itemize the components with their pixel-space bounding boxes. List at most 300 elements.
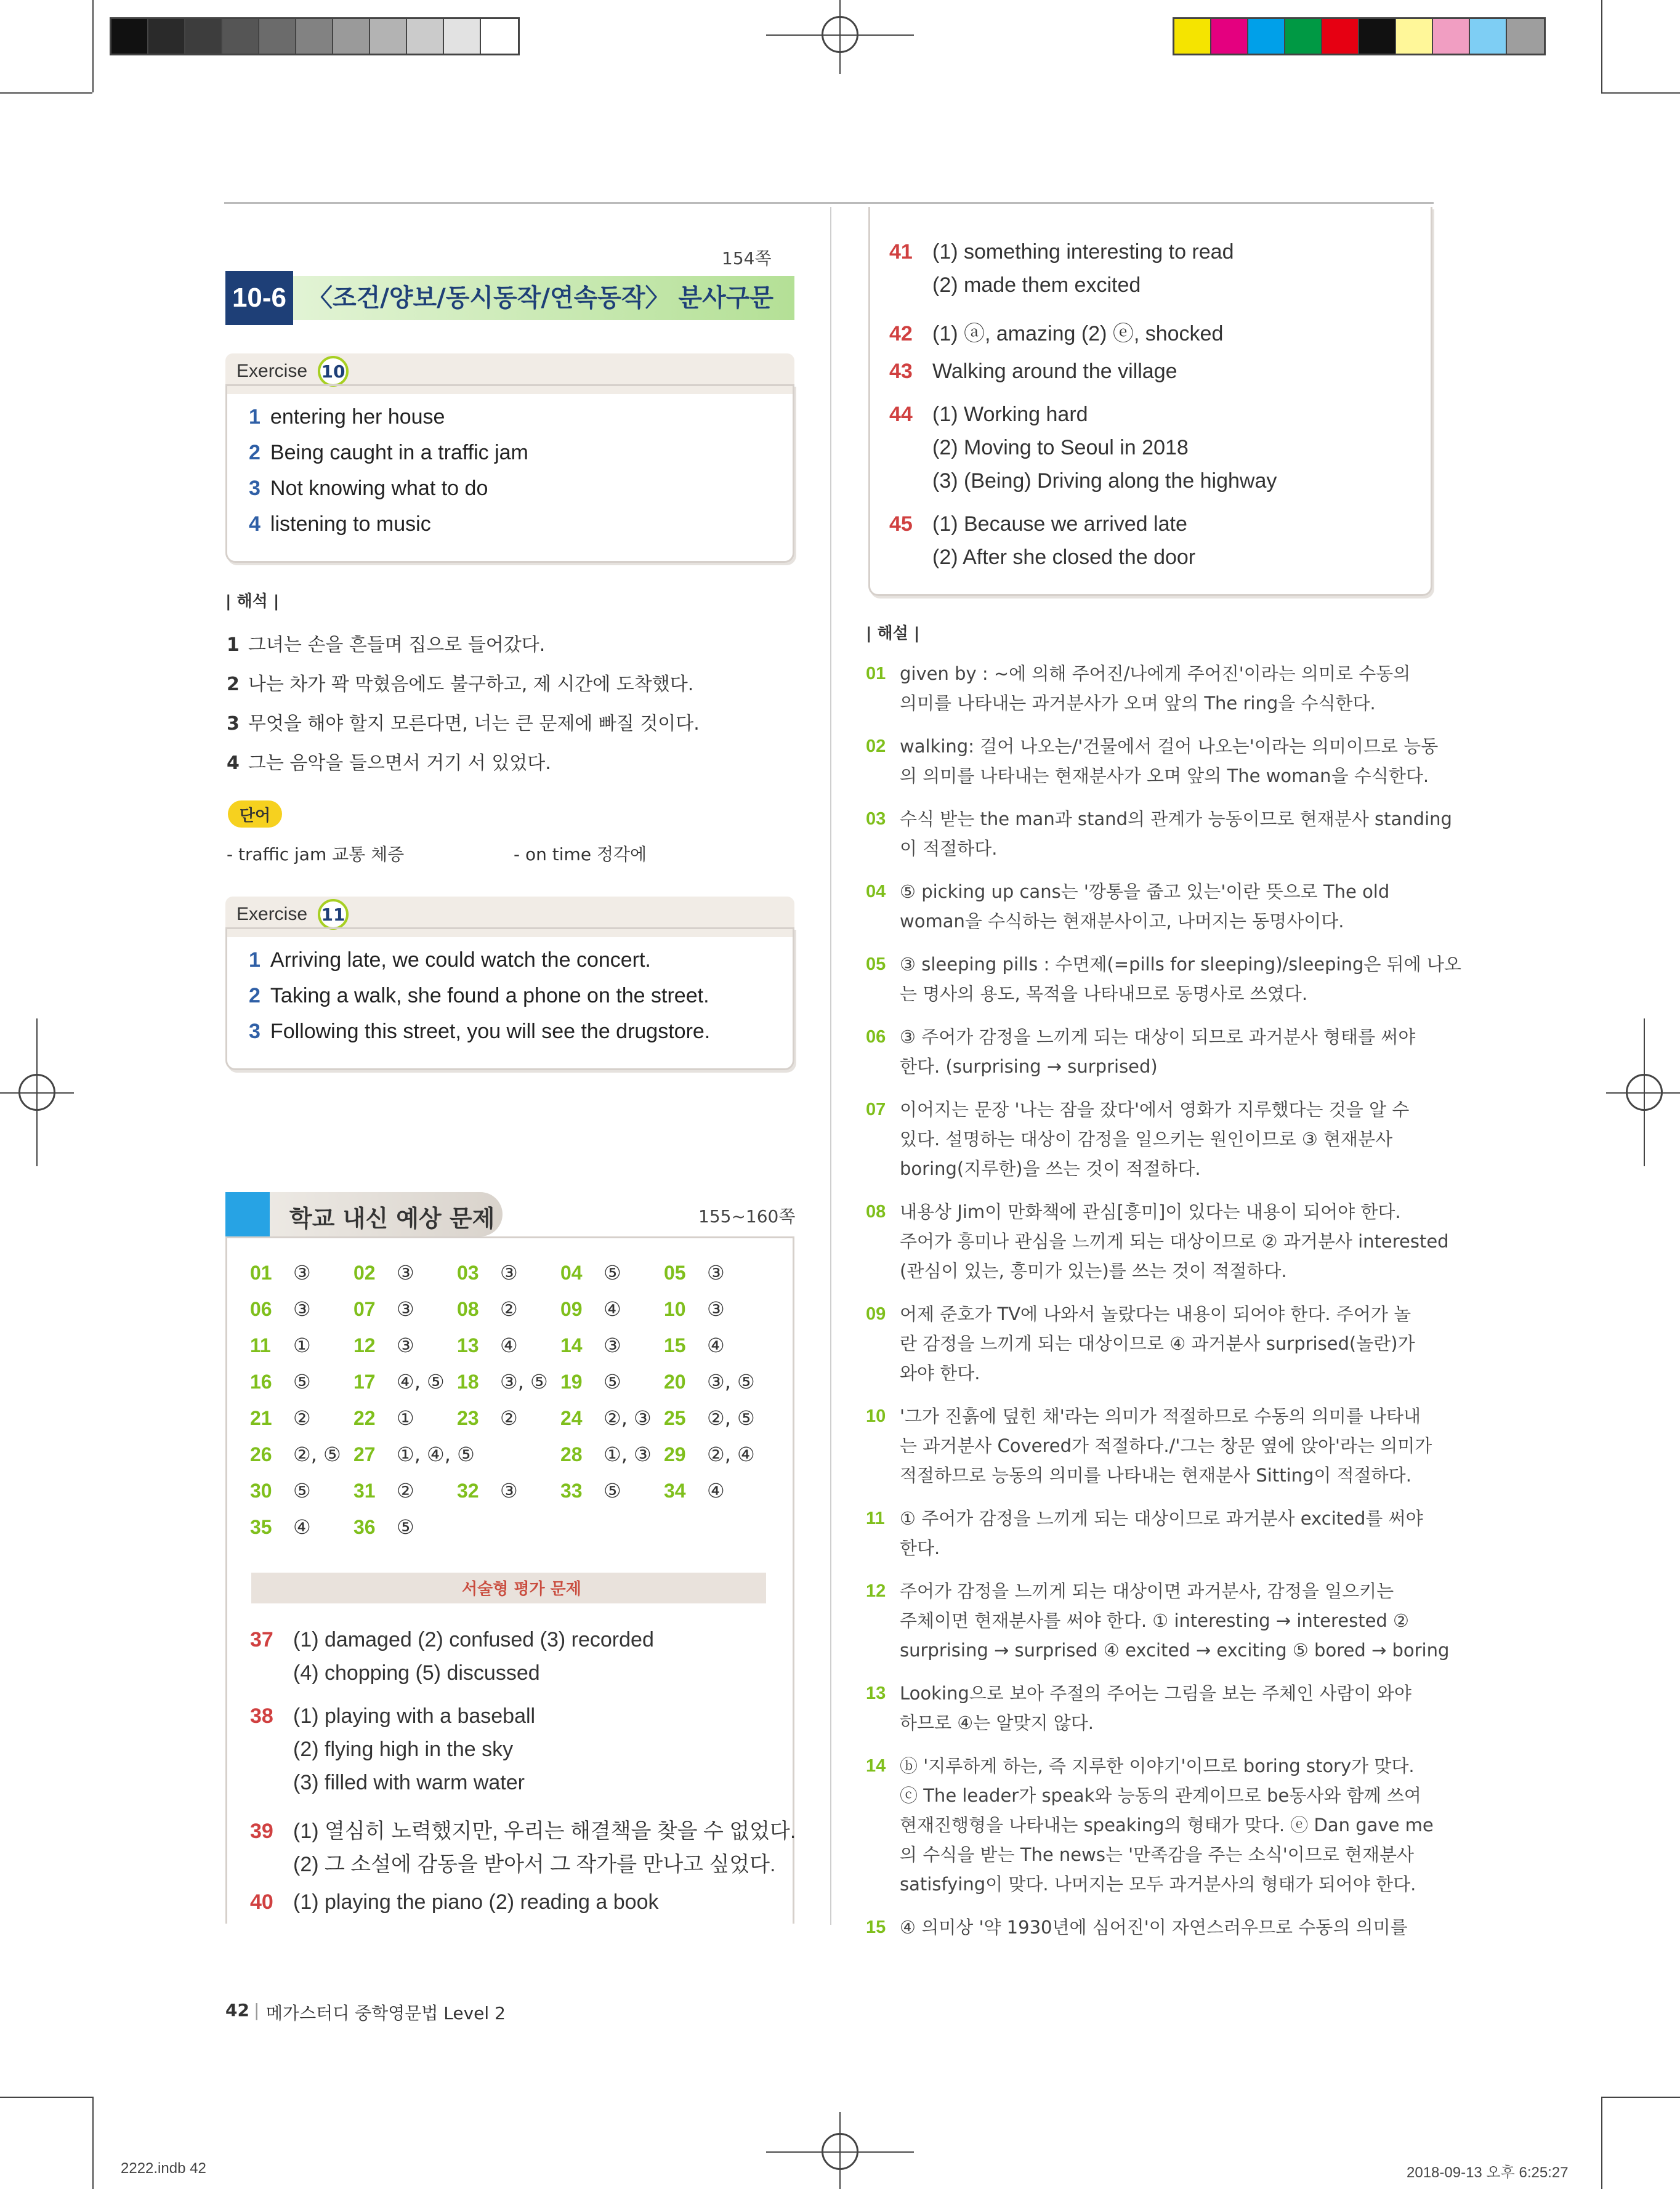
question-number: 16 [250, 1371, 272, 1393]
answer-value: ④ [604, 1297, 621, 1321]
color-swatch [1211, 19, 1248, 54]
color-swatch [1433, 19, 1470, 54]
answer-text: (2) flying high in the sky [293, 1738, 514, 1761]
answer-value: ④ [293, 1515, 311, 1539]
gray-swatch [370, 19, 407, 54]
answer-value: ④ [500, 1334, 518, 1357]
question-number: 38 [250, 1704, 273, 1728]
explanation-line: 한다. (surprising → surprised) [900, 1056, 1158, 1077]
question-number: 40 [250, 1890, 273, 1914]
answer-value: ②, ⑤ [707, 1406, 755, 1430]
explanation-item [866, 804, 1452, 863]
question-number: 30 [250, 1480, 272, 1502]
answer-text: (2) made them excited [932, 273, 1141, 297]
answer-text: Walking around the village [932, 360, 1177, 383]
answer-cell [560, 1479, 621, 1502]
footer-separator: | [254, 2000, 260, 2020]
question-number: 41 [889, 240, 913, 264]
answer-cell [250, 1479, 311, 1502]
question-number: 26 [250, 1443, 272, 1465]
answer-cell [353, 1297, 414, 1321]
explanation-item [866, 1095, 1432, 1183]
question-number: 39 [250, 1820, 273, 1843]
question-number: 08 [457, 1298, 479, 1320]
answer-cell [353, 1443, 475, 1466]
answer-value: ③ [707, 1261, 725, 1284]
explanation-item [866, 1751, 1432, 1899]
item-number: 2 [249, 984, 260, 1007]
answer-cell [353, 1515, 414, 1539]
item-text: Arriving late, we could watch the concert. [270, 948, 651, 972]
answer-value: ④, ⑤ [397, 1370, 445, 1393]
explanation-item [866, 877, 1432, 936]
item-text: Being caught in a traffic jam [270, 441, 528, 464]
question-number: 07 [866, 1100, 886, 1119]
explanation-line: surprising → surprised ④ excited → exciting ⑤ bored → boring [900, 1640, 1450, 1661]
explanation-line: ⓒ The leader가 speak와 능동의 관계이므로 be동사와 함께 쓰여 [900, 1785, 1421, 1806]
answer-cell [560, 1370, 621, 1393]
answer-text: (1) damaged (2) confused (3) recorded [293, 1628, 654, 1651]
question-number: 03 [457, 1262, 479, 1284]
question-number: 29 [664, 1443, 686, 1465]
answer-cell [457, 1297, 518, 1321]
item-text: 그는 음악을 들으면서 거기 서 있었다. [248, 752, 551, 774]
descriptive-answer-line [250, 1771, 525, 1795]
answer-text: (2) Moving to Seoul in 2018 [932, 436, 1189, 459]
explanation-line: 내용상 Jim이 만화책에 관심[흥미]이 있다는 내용이 되어야 한다. [900, 1201, 1401, 1222]
answer-cell [457, 1334, 518, 1357]
answer-cell [250, 1370, 311, 1393]
question-number: 31 [353, 1480, 376, 1502]
color-swatch [1507, 19, 1544, 54]
explanation-line: ① 주어가 감정을 느끼게 되는 대상이므로 과거분사 excited를 써야 [900, 1508, 1423, 1529]
answer-line [889, 273, 1141, 297]
explanation-item [866, 1401, 1432, 1490]
question-number: 45 [889, 512, 913, 536]
question-number: 33 [560, 1480, 583, 1502]
column-divider [830, 207, 831, 1925]
question-number: 10 [664, 1298, 686, 1320]
color-swatch [1285, 19, 1322, 54]
exercise-11-label: Exercise [236, 904, 308, 924]
section-page-ref: 154쪽 [722, 248, 772, 268]
explanation-item [866, 1022, 1432, 1081]
answer-value: ② [397, 1479, 414, 1502]
answer-cell [560, 1297, 621, 1321]
answer-cell [250, 1406, 311, 1430]
explanation-line: 와야 한다. [900, 1363, 980, 1384]
question-number: 04 [560, 1262, 583, 1284]
question-number: 42 [889, 322, 913, 345]
question-number: 44 [889, 403, 913, 426]
answer-value: ②, ③ [604, 1406, 652, 1430]
answer-cell [353, 1334, 414, 1357]
question-number: 06 [250, 1298, 272, 1320]
grayscale-color-bar [110, 17, 520, 55]
answers-41-45-box [868, 207, 1432, 596]
print-timestamp: 2018-09-13 오후 6:25:27 [1407, 2164, 1569, 2181]
answer-value: ②, ⑤ [293, 1443, 341, 1466]
explanation-line: '그가 진흙에 덮힌 채'라는 의미가 적절하므로 수동의 의미를 나타내 [900, 1406, 1421, 1427]
explanation-line: 있다. 설명하는 대상이 감정을 일으키는 원인이므로 ③ 현재분사 [900, 1129, 1393, 1150]
answer-cell [353, 1479, 414, 1502]
item-number: 3 [249, 477, 260, 500]
exercise-10-label: Exercise [236, 361, 308, 381]
item-text: Taking a walk, she found a phone on the street. [270, 984, 709, 1007]
item-text: 무엇을 해야 할지 모른다면, 너는 큰 문제에 빠질 것이다. [248, 713, 700, 735]
question-number: 43 [889, 360, 913, 383]
page-number: 42 [225, 2000, 249, 2020]
question-number: 21 [250, 1407, 272, 1429]
question-number: 11 [250, 1334, 271, 1357]
item-number: 1 [227, 634, 240, 656]
answer-cell [250, 1515, 311, 1539]
answer-cell [250, 1261, 311, 1284]
color-swatch [1470, 19, 1507, 54]
answer-cell [250, 1334, 311, 1357]
answer-text: (1) Working hard [932, 403, 1088, 426]
answer-value: ③ [397, 1334, 414, 1357]
exercise-11-item [249, 1020, 710, 1044]
answer-value: ⑤ [293, 1370, 311, 1393]
question-number: 27 [353, 1443, 376, 1465]
section-title: 〈조건/양보/동시동작/연속동작〉 분사구문 [308, 284, 773, 312]
answer-text: (3) (Being) Driving along the highway [932, 469, 1277, 493]
answer-cell [664, 1297, 725, 1321]
answer-cell [664, 1443, 755, 1466]
explanation-line: ④ 의미상 '약 1930년에 심어진'이 자연스러우므로 수동의 의미를 [900, 1917, 1408, 1938]
answer-value: ⑤ [604, 1370, 621, 1393]
color-swatch [1174, 19, 1211, 54]
gray-swatch [148, 19, 185, 54]
answer-line [889, 546, 1195, 570]
exercise-10-item [249, 405, 445, 429]
answer-line [889, 316, 1223, 347]
section-number: 10-6 [225, 271, 293, 325]
answer-text: (1) playing the piano (2) reading a book [293, 1890, 659, 1914]
question-number: 37 [250, 1628, 273, 1651]
question-number: 14 [560, 1334, 583, 1357]
registration-crosshair [1644, 1018, 1645, 1166]
translation-item [227, 708, 700, 735]
descriptive-answer-line [250, 1814, 796, 1844]
answer-text: (3) filled with warm water [293, 1771, 525, 1794]
question-number: 19 [560, 1371, 583, 1393]
gray-swatch [111, 19, 148, 54]
translation-item [227, 629, 545, 656]
answer-cell [457, 1406, 518, 1430]
exercise-11-item [249, 984, 709, 1008]
explanation-item [866, 1197, 1449, 1286]
question-number: 03 [866, 809, 886, 829]
descriptive-answer-line [250, 1661, 540, 1685]
item-number: 3 [249, 1020, 260, 1043]
exercise-11-item [249, 948, 651, 972]
translation-item [227, 669, 693, 696]
exercise-11-number: 11 [318, 899, 349, 930]
answer-value: ①, ④, ⑤ [397, 1443, 475, 1466]
question-number: 15 [866, 1917, 886, 1937]
item-text: 그녀는 손을 흔들며 집으로 들어갔다. [248, 634, 546, 656]
answer-cell [560, 1406, 652, 1430]
gray-swatch [296, 19, 333, 54]
question-number: 14 [866, 1756, 886, 1776]
answer-value: ① [397, 1406, 414, 1430]
question-number: 15 [664, 1334, 686, 1357]
answer-value: ④ [707, 1334, 725, 1357]
answer-value: ③, ⑤ [707, 1370, 755, 1393]
answer-text: (1) 열심히 노력했지만, 우리는 해결책을 찾을 수 없었다. [293, 1820, 796, 1843]
answer-cell [664, 1406, 755, 1430]
explanation-line: ⓑ '지루하게 하는, 즉 지루한 이야기'이므로 boring story가 맞다. [900, 1756, 1415, 1776]
answer-line [889, 360, 1177, 384]
exam-title: 학교 내신 예상 문제 [289, 1205, 495, 1232]
explanation-line: woman을 수식하는 현재분사이고, 나머지는 동명사이다. [900, 911, 1344, 932]
explanation-item [866, 1299, 1432, 1388]
answer-value: ① [293, 1334, 311, 1357]
question-number: 01 [250, 1262, 272, 1284]
exam-header-accent [225, 1192, 270, 1236]
explanation-item [866, 1913, 1432, 1942]
answer-cell [664, 1370, 755, 1393]
explanation-item [866, 1504, 1432, 1563]
explanation-line: 수식 받는 the man과 stand의 관계가 능동이므로 현재분사 standing [900, 808, 1452, 829]
process-color-bar [1173, 17, 1546, 55]
vocab-item: - traffic jam 교통 체증 [227, 844, 405, 865]
explanation-line: 는 과거분사 Covered가 적절하다./'그는 창문 옆에 앉아'라는 의미가 [900, 1435, 1432, 1456]
explanation-line: 란 감정을 느끼게 되는 대상이므로 ④ 과거분사 surprised(놀란)가 [900, 1333, 1415, 1354]
answer-text: (1) playing with a baseball [293, 1704, 536, 1728]
question-number: 36 [353, 1516, 376, 1538]
answer-cell [664, 1334, 725, 1357]
answer-value: ② [500, 1406, 518, 1430]
item-number: 4 [249, 512, 260, 536]
item-text: Following this street, you will see the drugstore. [270, 1020, 711, 1043]
translation-item [227, 748, 551, 775]
answer-cell [353, 1370, 445, 1393]
question-number: 04 [866, 882, 886, 901]
answer-cell [664, 1479, 725, 1502]
question-number: 05 [866, 954, 886, 974]
answer-value: ⑤ [604, 1479, 621, 1502]
answer-line [889, 512, 1187, 536]
answer-value: ③ [604, 1334, 621, 1357]
answer-value: ② [500, 1297, 518, 1321]
explanation-line: 주어가 감정을 느끼게 되는 대상이면 과거분사, 감정을 일으키는 [900, 1581, 1394, 1602]
explanation-line: given by : ~에 의해 주어진/나에게 주어진'이라는 의미로 수동의 [900, 663, 1411, 684]
question-number: 32 [457, 1480, 479, 1502]
question-number: 01 [866, 664, 886, 683]
answer-cell [560, 1261, 621, 1284]
answer-value: ⑤ [293, 1479, 311, 1502]
registration-crosshair [1606, 1092, 1680, 1094]
registration-crosshair [36, 1018, 38, 1166]
question-number: 09 [560, 1298, 583, 1320]
gray-swatch [444, 19, 481, 54]
color-swatch [1396, 19, 1433, 54]
question-number: 13 [866, 1683, 886, 1703]
question-number: 05 [664, 1262, 686, 1284]
answer-value: ③, ⑤ [500, 1370, 548, 1393]
item-number: 2 [227, 674, 240, 695]
explanation-item [866, 732, 1439, 791]
question-number: 28 [560, 1443, 583, 1465]
gray-swatch [333, 19, 370, 54]
answer-cell [457, 1261, 518, 1284]
answer-text: (4) chopping (5) discussed [293, 1661, 540, 1685]
question-number: 20 [664, 1371, 686, 1393]
explanation-line: 어제 준호가 TV에 나와서 놀랐다는 내용이 되어야 한다. 주어가 놀 [900, 1304, 1411, 1324]
exercise-10-number: 10 [318, 356, 349, 387]
item-text: 나는 차가 꽉 막혔음에도 불구하고, 제 시간에 도착했다. [248, 674, 694, 695]
answer-text: (2) After she closed the door [932, 546, 1196, 569]
explanation-line: 주체이면 현재분사를 써야 한다. ① interesting → interested ② [900, 1610, 1410, 1631]
question-number: 10 [866, 1406, 886, 1426]
answer-value: ②, ④ [707, 1443, 755, 1466]
question-number: 09 [866, 1304, 886, 1324]
color-swatch [1322, 19, 1359, 54]
question-number: 23 [457, 1407, 479, 1429]
answer-cell [353, 1261, 414, 1284]
answer-line [889, 403, 1088, 427]
explanation-item [866, 659, 1432, 718]
book-title: 메가스터디 중학영문법 Level 2 [266, 2003, 506, 2023]
descriptive-answer-line [250, 1704, 535, 1728]
answer-text: (1) something interesting to read [932, 240, 1234, 264]
item-number: 1 [249, 405, 260, 429]
explanation-line: Looking으로 보아 주절의 주어는 그림을 보는 주체인 사람이 와야 [900, 1683, 1411, 1704]
explanation-item [866, 949, 1461, 1009]
answer-value: ⑤ [604, 1261, 621, 1284]
question-number: 08 [866, 1202, 886, 1222]
color-swatch [1359, 19, 1396, 54]
explanation-item [866, 1576, 1450, 1665]
descriptive-answer-line [250, 1738, 513, 1762]
explanation-line: ③ 주어가 감정을 느끼게 되는 대상이 되므로 과거분사 형태를 써야 [900, 1026, 1416, 1047]
item-number: 3 [227, 713, 240, 735]
question-number: 12 [353, 1334, 376, 1357]
registration-crosshair [839, 2112, 841, 2189]
answer-value: ③ [397, 1261, 414, 1284]
vocab-item: - on time 정각에 [514, 844, 647, 865]
item-number: 2 [249, 441, 260, 464]
explanation-line: 주어가 흥미나 관심을 느끼게 되는 대상이므로 ② 과거분사 interested [900, 1231, 1449, 1252]
exam-page-ref: 155~160쪽 [698, 1206, 796, 1227]
registration-crosshair [839, 0, 841, 74]
exercise-10-item [249, 441, 528, 465]
answer-value: ③ [293, 1261, 311, 1284]
explanation-line: walking: 걸어 나오는/'건물에서 걸어 나오는'이라는 의미이므로 능동 [900, 736, 1439, 757]
item-text: entering her house [270, 405, 445, 429]
answer-cell [457, 1370, 548, 1393]
gray-swatch [185, 19, 222, 54]
descriptive-answer-line [250, 1890, 659, 1914]
translation-tag: | 해석 | [225, 592, 280, 611]
question-number: 25 [664, 1407, 686, 1429]
explanation-line: 의미를 나타내는 과거분사가 오며 앞의 The ring을 수식한다. [900, 693, 1376, 714]
question-number: 35 [250, 1516, 272, 1538]
explanation-line: satisfying이 맞다. 나머지는 모두 과거분사의 형태가 되어야 한다. [900, 1874, 1416, 1895]
answer-value: ③ [707, 1297, 725, 1321]
color-swatch [1248, 19, 1285, 54]
item-text: listening to music [270, 512, 431, 536]
explanation-tag: | 해설 | [866, 624, 920, 643]
answer-cell [353, 1406, 414, 1430]
question-number: 12 [866, 1581, 886, 1601]
question-number: 24 [560, 1407, 583, 1429]
answer-value: ④ [707, 1479, 725, 1502]
gray-swatch [259, 19, 296, 54]
explanation-line: 적절하므로 능동의 의미를 나타내는 현재분사 Sitting이 적절하다. [900, 1465, 1411, 1486]
answer-value: ③ [397, 1297, 414, 1321]
answer-line [889, 436, 1189, 460]
explanation-line: boring(지루한)을 쓰는 것이 적절하다. [900, 1158, 1201, 1179]
question-number: 02 [353, 1262, 376, 1284]
answer-cell [664, 1261, 725, 1284]
answer-value: ③ [293, 1297, 311, 1321]
answer-cell [250, 1297, 311, 1321]
item-number: 4 [227, 752, 240, 774]
question-number: 13 [457, 1334, 479, 1357]
item-text: Not knowing what to do [270, 477, 488, 500]
top-rule [224, 202, 1434, 204]
question-number: 07 [353, 1298, 376, 1320]
answer-line [889, 240, 1234, 264]
answer-value: ② [293, 1406, 311, 1430]
gray-swatch [407, 19, 444, 54]
vocab-badge: 단어 [228, 800, 282, 828]
answer-value: ①, ③ [604, 1443, 652, 1466]
question-number: 17 [353, 1371, 376, 1393]
answer-line [889, 469, 1277, 493]
answer-cell [250, 1443, 341, 1466]
exercise-10-item [249, 477, 488, 501]
answer-text: (1) ⓐ, amazing (2) ⓔ, shocked [932, 322, 1224, 345]
explanation-line: ⑤ picking up cans는 '깡통을 줍고 있는'이란 뜻으로 The old [900, 881, 1390, 902]
descriptive-answer-line [250, 1847, 775, 1877]
answer-value: ③ [500, 1479, 518, 1502]
answer-text: (2) 그 소설에 감동을 받아서 그 작가를 만나고 싶었다. [293, 1853, 776, 1876]
explanation-item [866, 1679, 1432, 1738]
explanation-line: 하므로 ④는 알맞지 않다. [900, 1712, 1094, 1733]
descriptive-subtitle: 서술형 평가 문제 [462, 1580, 581, 1598]
file-slug: 2222.indb 42 [121, 2160, 206, 2177]
explanation-line: 의 의미를 나타내는 현재분사가 오며 앞의 The woman을 수식한다. [900, 765, 1429, 786]
explanation-line: 현재진행형을 나타내는 speaking의 형태가 맞다. ⓔ Dan gave me [900, 1815, 1434, 1836]
question-number: 02 [866, 736, 886, 756]
question-number: 18 [457, 1371, 479, 1393]
answer-value: ⑤ [397, 1515, 414, 1539]
question-number: 22 [353, 1407, 376, 1429]
answer-text: (1) Because we arrived late [932, 512, 1187, 536]
explanation-line: 이 적절하다. [900, 838, 998, 859]
answer-value: ③ [500, 1261, 518, 1284]
explanation-line: ③ sleeping pills : 수면제(=pills for sleeping)/sleeping은 뒤에 나오 [900, 954, 1461, 975]
gray-swatch [481, 19, 518, 54]
explanation-line: 이어지는 문장 '나는 잠을 잤다'에서 영화가 지루했다는 것을 알 수 [900, 1099, 1410, 1120]
question-number: 06 [866, 1027, 886, 1047]
answer-cell [560, 1334, 621, 1357]
answer-cell [560, 1443, 652, 1466]
answer-cell [457, 1479, 518, 1502]
explanation-line: 한다. [900, 1538, 940, 1558]
explanation-line: (관심이 있는, 흥미가 있는)를 쓰는 것이 적절하다. [900, 1260, 1287, 1281]
gray-swatch [222, 19, 259, 54]
descriptive-answer-line [250, 1628, 654, 1652]
explanation-line: 는 명사의 용도, 목적을 나타내므로 동명사로 쓰였다. [900, 983, 1308, 1004]
item-number: 1 [249, 948, 260, 972]
question-number: 11 [866, 1509, 885, 1528]
